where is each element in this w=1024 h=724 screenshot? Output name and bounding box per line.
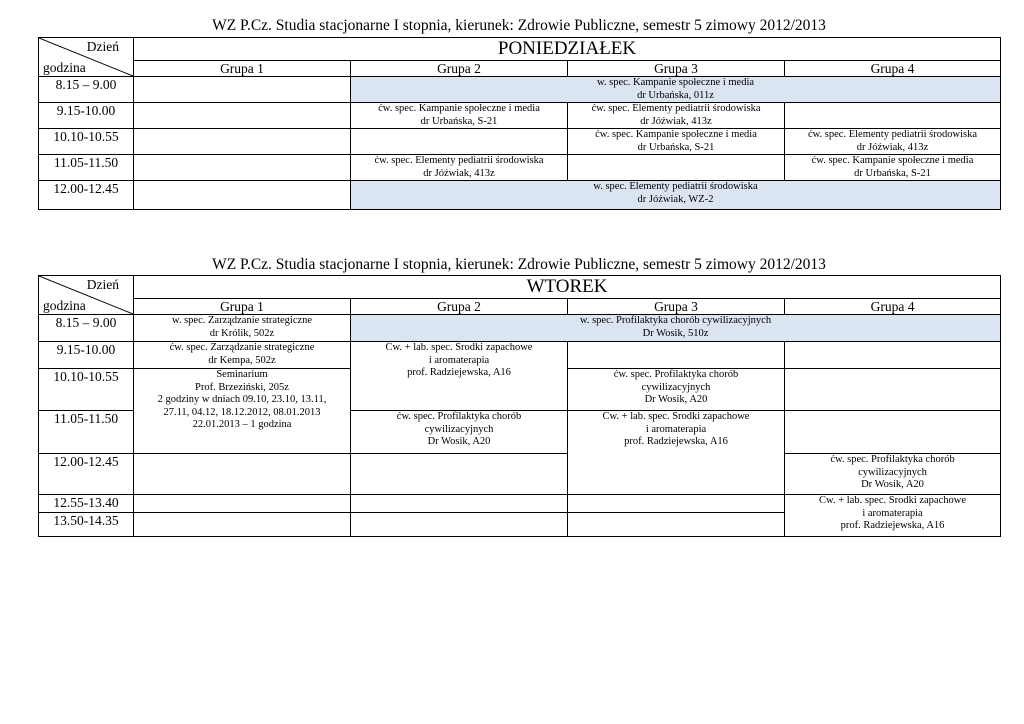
day-label: Dzień bbox=[86, 39, 119, 54]
class-cell bbox=[568, 369, 785, 411]
class-line: dr Jóźwiak, 413z bbox=[856, 141, 929, 153]
group-header: Grupa 2 bbox=[351, 61, 568, 77]
class-line: dr Urbańska, 011z bbox=[637, 89, 714, 101]
class-cell bbox=[351, 155, 568, 181]
class-cell bbox=[568, 103, 785, 129]
time-slot: 11.05-11.50 bbox=[39, 411, 134, 454]
class-line: ćw. spec. Elementy pediatrii środowiska bbox=[591, 103, 761, 114]
class-cell bbox=[785, 155, 1001, 181]
class-line: ćw. spec. Kampanie społeczne i media bbox=[595, 129, 757, 140]
corner-header bbox=[39, 38, 134, 77]
class-line: dr Urbańska, S-21 bbox=[854, 167, 931, 179]
class-line: dr Jóźwiak, WZ-2 bbox=[637, 193, 714, 205]
class-cell bbox=[351, 411, 568, 454]
class-line: ćw. spec. Kampanie społeczne i media bbox=[811, 155, 974, 166]
time-slot: 12.00-12.45 bbox=[39, 454, 134, 495]
class-line: prof. Radziejewska, A16 bbox=[624, 436, 728, 447]
empty-cell bbox=[351, 129, 568, 155]
empty-cell bbox=[568, 513, 785, 537]
day-name: PONIEDZIAŁEK bbox=[134, 38, 1001, 61]
class-cell bbox=[351, 103, 568, 129]
class-cell bbox=[134, 369, 351, 454]
empty-cell bbox=[134, 181, 351, 210]
class-line: Dr Wosik, A20 bbox=[427, 436, 491, 447]
class-line: 22.01.2013 – 1 godzina bbox=[192, 419, 292, 430]
class-cell bbox=[785, 495, 1001, 537]
empty-cell bbox=[134, 129, 351, 155]
empty-cell bbox=[351, 513, 568, 537]
class-cell bbox=[351, 181, 1001, 210]
class-line: prof. Radziejewska, A16 bbox=[407, 367, 511, 378]
empty-cell bbox=[134, 103, 351, 129]
class-line: Ćw. + lab. spec. Środki zapachowe bbox=[819, 495, 966, 506]
empty-cell bbox=[351, 495, 568, 513]
class-line: w. spec. Kampanie społeczne i media bbox=[596, 77, 755, 88]
time-slot: 10.10-10.55 bbox=[39, 129, 134, 155]
tuesday-schedule-table bbox=[38, 275, 1001, 537]
class-line: prof. Radziejewska, A16 bbox=[840, 520, 945, 531]
class-line: 2 godziny w dniach 09.10, 23.10, 13.11, bbox=[157, 394, 327, 405]
monday-page-title: WZ P.Cz. Studia stacjonarne I stopnia, kierunek: Zdrowie Publiczne, semestr 5 zimowy 2012/2013 bbox=[212, 17, 826, 34]
class-line: ćw. spec. Zarządzanie strategiczne bbox=[169, 342, 315, 353]
empty-cell bbox=[785, 411, 1001, 454]
class-line: ćw. spec. Elementy pediatrii środowiska bbox=[807, 129, 978, 140]
time-slot: 12.00-12.45 bbox=[39, 181, 134, 210]
class-cell bbox=[568, 129, 785, 155]
empty-cell bbox=[134, 155, 351, 181]
class-line: Ćw. + lab. spec. Środki zapachowe bbox=[385, 342, 533, 353]
class-line: dr Jóźwiak, 413z bbox=[423, 167, 495, 179]
class-cell bbox=[785, 129, 1001, 155]
corner-header bbox=[39, 276, 134, 315]
hour-label: godzina bbox=[43, 298, 86, 313]
class-line: dr Urbańska, S-21 bbox=[420, 115, 498, 127]
empty-cell bbox=[568, 342, 785, 369]
empty-cell bbox=[785, 342, 1001, 369]
class-line: dr Jóźwiak, 413z bbox=[640, 115, 712, 127]
class-line: dr Kempa, 502z bbox=[208, 354, 276, 366]
class-cell bbox=[134, 315, 351, 342]
class-line: cywilizacyjnych bbox=[641, 381, 711, 393]
class-line: w. spec. Profilaktyka chorób cywilizacyjnych bbox=[579, 315, 772, 326]
class-line: Dr Wosik, A20 bbox=[861, 479, 924, 490]
group-header: Grupa 4 bbox=[785, 299, 1001, 315]
group-header: Grupa 3 bbox=[568, 61, 785, 77]
empty-cell bbox=[134, 77, 351, 103]
class-line: ćw. spec. Profilaktyka chorób bbox=[830, 454, 955, 465]
time-slot: 13.50-14.35 bbox=[39, 513, 134, 537]
class-line: dr Urbańska, S-21 bbox=[637, 141, 715, 153]
time-slot: 10.10-10.55 bbox=[39, 369, 134, 411]
class-cell bbox=[134, 342, 351, 369]
class-line: cywilizacyjnych bbox=[424, 423, 494, 435]
class-line: cywilizacyjnych bbox=[858, 466, 927, 478]
class-line: ćw. spec. Elementy pediatrii środowiska bbox=[374, 155, 544, 166]
group-header: Grupa 1 bbox=[134, 61, 351, 77]
class-line: Dr Wosik, 510z bbox=[642, 327, 709, 339]
class-line: w. spec. Elementy pediatrii środowiska bbox=[593, 181, 758, 192]
time-slot: 12.55-13.40 bbox=[39, 495, 134, 513]
class-cell bbox=[785, 454, 1001, 495]
class-line: i aromaterapia bbox=[862, 507, 923, 519]
day-label: Dzień bbox=[86, 277, 119, 292]
class-line: i aromaterapia bbox=[428, 354, 490, 366]
class-line: Prof. Brzeziński, 205z bbox=[195, 381, 289, 393]
class-line: i aromaterapia bbox=[645, 423, 707, 435]
hour-label: godzina bbox=[43, 60, 86, 75]
class-cell bbox=[568, 411, 785, 495]
empty-cell bbox=[134, 513, 351, 537]
class-line: w. spec. Zarządzanie strategiczne bbox=[171, 315, 313, 326]
day-name: WTOREK bbox=[134, 276, 1001, 299]
time-slot: 8.15 – 9.00 bbox=[39, 315, 134, 342]
group-header: Grupa 3 bbox=[568, 299, 785, 315]
empty-cell bbox=[785, 369, 1001, 411]
empty-cell bbox=[568, 155, 785, 181]
time-slot: 9.15-10.00 bbox=[39, 103, 134, 129]
group-header: Grupa 1 bbox=[134, 299, 351, 315]
empty-cell bbox=[568, 495, 785, 513]
class-line: ćw. spec. Kampanie społeczne i media bbox=[378, 103, 540, 114]
class-line: ćw. spec. Profilaktyka chorób bbox=[396, 411, 522, 422]
class-line: 27.11, 04.12, 18.12.2012, 08.01.2013 bbox=[163, 406, 321, 418]
group-header: Grupa 4 bbox=[785, 61, 1001, 77]
class-line: ćw. spec. Profilaktyka chorób bbox=[613, 369, 739, 380]
empty-cell bbox=[134, 454, 351, 495]
time-slot: 11.05-11.50 bbox=[39, 155, 134, 181]
class-line: Ćw. + lab. spec. Środki zapachowe bbox=[602, 411, 750, 422]
group-header: Grupa 2 bbox=[351, 299, 568, 315]
class-cell bbox=[351, 342, 568, 411]
empty-cell bbox=[785, 103, 1001, 129]
class-line: Seminarium bbox=[216, 369, 268, 380]
class-cell bbox=[351, 77, 1001, 103]
class-line: Dr Wosik, A20 bbox=[644, 394, 708, 405]
time-slot: 8.15 – 9.00 bbox=[39, 77, 134, 103]
time-slot: 9.15-10.00 bbox=[39, 342, 134, 369]
class-line: dr Królik, 502z bbox=[209, 327, 275, 339]
monday-schedule-table bbox=[38, 37, 1001, 210]
empty-cell bbox=[134, 495, 351, 513]
tuesday-page-title: WZ P.Cz. Studia stacjonarne I stopnia, kierunek: Zdrowie Publiczne, semestr 5 zimowy 2012/2013 bbox=[212, 256, 826, 273]
empty-cell bbox=[351, 454, 568, 495]
class-cell bbox=[351, 315, 1001, 342]
